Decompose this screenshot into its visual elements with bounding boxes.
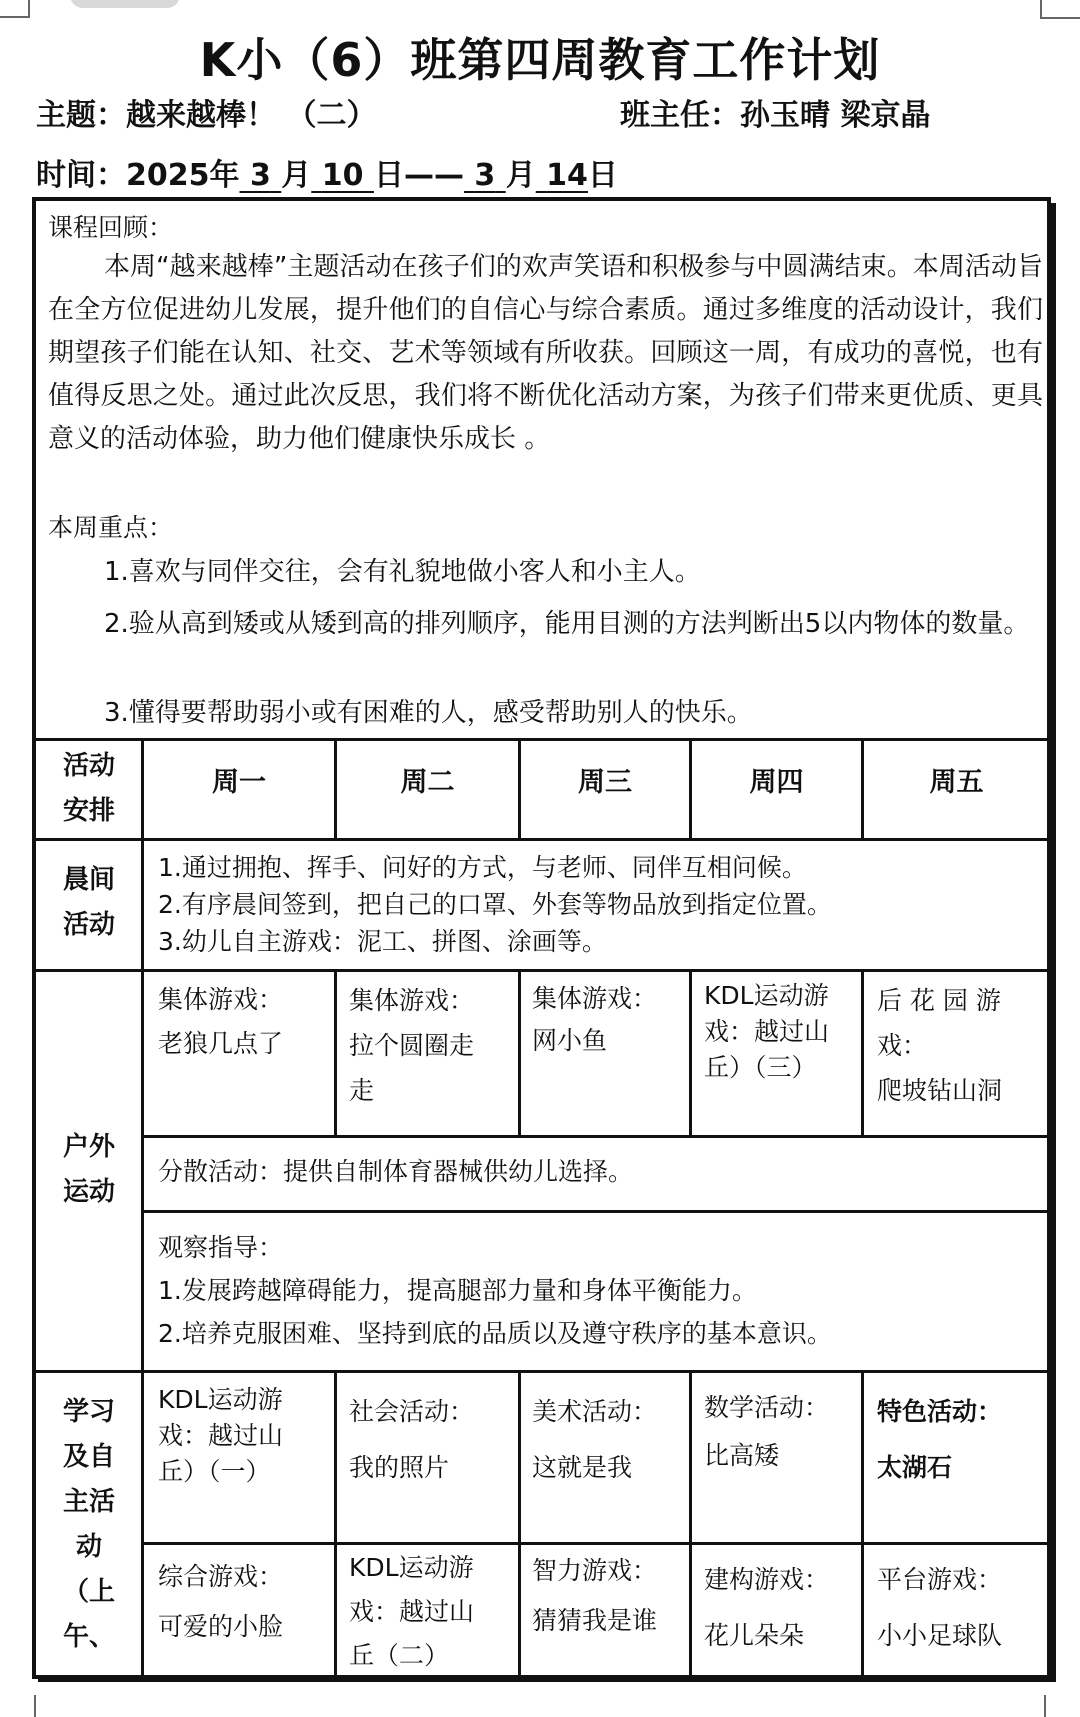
observe-line: 1.发展跨越障碍能力，提高腿部力量和身体平衡能力。 xyxy=(158,1276,757,1305)
table-shadow xyxy=(38,1679,1056,1682)
day-char: 日 xyxy=(373,158,404,193)
study-pm-thu: 建构游戏： 花儿朵朵 xyxy=(704,1565,830,1650)
day-header-thu: 周四 xyxy=(749,767,804,798)
crop-mark xyxy=(1040,0,1042,18)
day-header-fri: 周五 xyxy=(929,767,984,798)
row-divider xyxy=(34,738,1049,741)
crop-mark xyxy=(34,1695,36,1717)
day-header-tue: 周二 xyxy=(400,767,455,798)
day-header-mon: 周一 xyxy=(212,767,266,798)
day-char: 日 xyxy=(587,158,618,193)
study-pm-mon: 综合游戏： 可爱的小脸 xyxy=(158,1562,284,1641)
morning-line: 3.幼儿自主游戏：泥工、拼图、涂画等。 xyxy=(158,927,607,956)
time-label: 时间： xyxy=(36,158,126,193)
crop-mark xyxy=(0,16,30,18)
row-divider xyxy=(142,1210,1049,1213)
col-divider xyxy=(861,969,864,1137)
start-day: 10 xyxy=(321,158,364,193)
teachers-line: 班主任：孙玉晴 梁京晶 xyxy=(620,98,931,133)
crop-mark xyxy=(1044,1695,1046,1717)
page-title: K小（6）班第四周教育工作计划 xyxy=(199,33,881,87)
study-pm-fri: 平台游戏： 小小足球队 xyxy=(877,1565,1003,1650)
study-pm-wed: 智力游戏： 猜猜我是谁 xyxy=(532,1556,658,1635)
outdoor-game-wed: 集体游戏： 网小鱼 xyxy=(532,984,658,1055)
col-divider xyxy=(334,969,337,1137)
year: 2025年 xyxy=(126,158,240,193)
col-divider xyxy=(689,969,692,1137)
day-header-wed: 周三 xyxy=(578,767,632,798)
crop-mark xyxy=(28,0,30,16)
study-am-wed: 美术活动： 这就是我 xyxy=(532,1397,658,1482)
scroll-tab-shape xyxy=(70,0,180,8)
focus-label: 本周重点： xyxy=(48,513,174,542)
study-am-tue: 社会活动： 我的照片 xyxy=(349,1397,475,1482)
start-month: 3 xyxy=(249,158,271,193)
date-dash: —— xyxy=(403,158,464,193)
review-label: 课程回顾： xyxy=(48,213,174,242)
col-divider xyxy=(689,1370,692,1679)
study-pm-tue: KDL运动游 戏：越过山 丘（二） xyxy=(349,1553,475,1670)
observe-line: 2.培养克服困难、坚持到底的品质以及遵守秩序的基本意识。 xyxy=(158,1319,832,1348)
morning-line: 1.通过拥抱、挥手、问好的方式，与老师、同伴互相问候。 xyxy=(158,853,807,882)
row-divider xyxy=(34,838,1049,841)
focus-item: 1.喜欢与同伴交往，会有礼貌地做小客人和小主人。 xyxy=(104,557,701,587)
row-divider xyxy=(142,1135,1049,1138)
outdoor-label: 户外 运动 xyxy=(62,1132,115,1207)
row-divider xyxy=(34,969,1049,972)
corner-label: 活动 安排 xyxy=(62,751,115,826)
scatter-activity: 分散活动：提供自制体育器械供幼儿选择。 xyxy=(158,1157,634,1186)
study-label: 学习 及自 主活 动 （上 午、 xyxy=(62,1397,115,1652)
col-divider xyxy=(518,1370,521,1679)
outdoor-game-fri: 后 花 园 游 戏： 爬坡钻山洞 xyxy=(877,986,1003,1105)
row-divider xyxy=(34,1370,1049,1373)
focus-item: 3.懂得要帮助弱小或有困难的人，感受帮助别人的快乐。 xyxy=(104,698,753,728)
col-divider xyxy=(861,1370,864,1679)
month-char: 月 xyxy=(281,158,312,193)
outdoor-game-thu: KDL运动游 戏：越过山 丘）（三） xyxy=(704,981,830,1082)
col-divider xyxy=(518,969,521,1137)
month-char: 月 xyxy=(505,158,536,193)
morning-line: 2.有序晨间签到，把自己的口罩、外套等物品放到指定位置。 xyxy=(158,890,832,919)
outdoor-game-mon: 集体游戏： 老狼几点了 xyxy=(158,985,284,1058)
end-day: 14 xyxy=(546,158,588,193)
focus-item: 2.验从高到矮或从矮到高的排列顺序，能用目测的方法判断出5以内物体的数量。 xyxy=(104,609,1030,639)
crop-mark xyxy=(1040,17,1080,19)
row-divider xyxy=(142,1542,1049,1545)
col-divider xyxy=(334,1370,337,1679)
study-am-fri: 特色活动： 太湖石 xyxy=(877,1397,1003,1482)
outdoor-game-tue: 集体游戏： 拉个圆圈走 走 xyxy=(349,986,475,1105)
end-month: 3 xyxy=(474,158,496,193)
review-text: 本周“越来越棒”主题活动在孩子们的欢声笑语和积极参与中圆满结束。本周活动旨在全方位促进幼儿发展，提升他们的自信心与综合素质。通过多维度的活动设计，我们期望孩子们能在认知、社交、艺术等领域有所收获。回顾这一周，有成功的喜悦，也有值得反思之处。通过此次反思，我们将不断优化活动方案，为孩子们带来更优质、更具意义的活动体验，助力他们健康快乐成长 。 xyxy=(48,252,1043,454)
morning-label: 晨间 活动 xyxy=(62,865,115,940)
theme-line: 主题：越来越棒！ （二） xyxy=(36,98,377,133)
study-am-thu: 数学活动： 比高矮 xyxy=(704,1393,830,1470)
table-shadow xyxy=(1051,203,1056,1681)
date-line xyxy=(36,150,618,194)
observe-label: 观察指导： xyxy=(158,1233,284,1262)
study-am-mon: KDL运动游 戏：越过山 丘）（一） xyxy=(158,1385,284,1486)
